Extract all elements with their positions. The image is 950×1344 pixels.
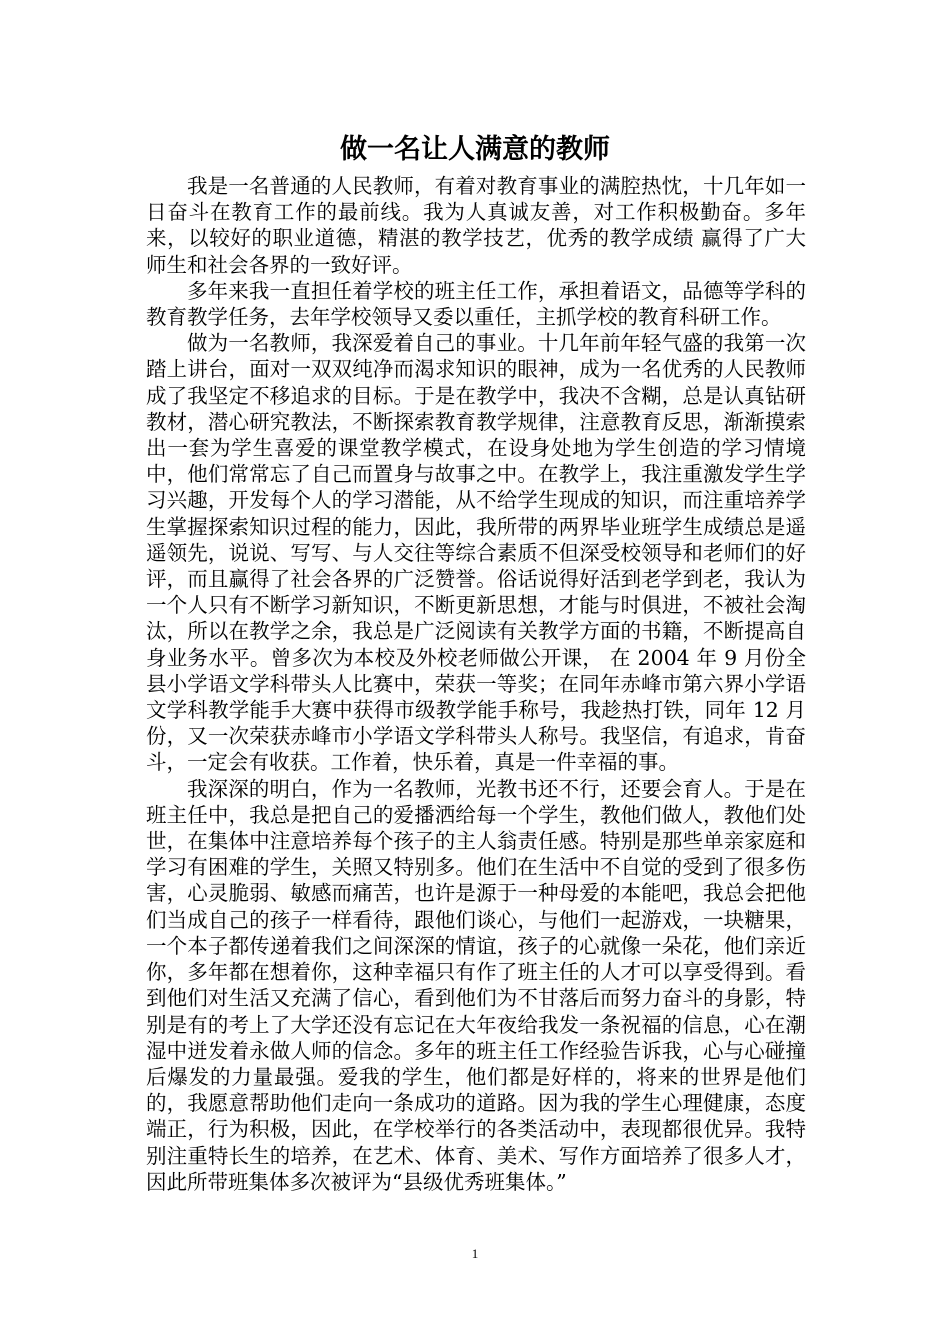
document-title: 做一名让人满意的教师 [340, 134, 610, 165]
paragraph-3: 做为一名教师，我深爱着自己的事业。十几年前年轻气盛的我第一次踏上讲台，面对一双双纯净而渴求知识的眼神，成为一名优秀的人民教师成了我坚定不移追求的目标。于是在教学中，我决不含糊，总是认真钻研教材，潜心研究教法，不断探索教育教学规律，注意教育反思，渐渐摸索出一套为学生喜爱的课堂教学模式，在设身处地为学生创造的学习情境中，他们常常忘了自己而置身与故事之中。在教学上，我注重激发学生学习兴趣，开发每个人的学习潜能，从不给学生现成的知识，而注重培养学生掌握探索知识过程的能力，因此，我所带的两界毕业班学生成绩总是遥遥领先，说说、写写、与人交往等综合素质不但深受校领导和老师们的好评，而且赢得了社会各界的广泛赞誉。俗话说得好活到老学到老，我认为一个人只有不断学习新知识，不断更新思想，才能与时俱进，不被社会淘汰，所以在教学之余，我总是广泛阅读有关教学方面的书籍，不断提高自身业务水平。曾多次为本校及外校老师做公开课， 在 2004 年 9 月份全县小学语文学科带头人比赛中，荣获一等奖；在同年赤峰市第六界小学语文学科教学能手大赛中获得市级教学能手称号，我趁热打铁，同年 12 月份，又一次荣获赤峰市小学语文学科带头人称号。我坚信，有追求，肯奋斗，一定会有收获。工作着，快乐着，真是一件幸福的事。 [146, 331, 806, 775]
paragraph-2: 多年来我一直担任着学校的班主任工作，承担着语文，品德等学科的教育教学任务，去年学校领导又委以重任，主抓学校的教育科研工作。 [146, 278, 806, 330]
page-number: 1 [471, 1246, 479, 1261]
paragraph-1: 我是一名普通的人民教师，有着对教育事业的满腔热忱，十几年如一日奋斗在教育工作的最前线。我为人真诚友善，对工作积极勤奋。多年来，以较好的职业道德，精湛的教学技艺，优秀的教学成绩 赢得了广大师生和社会各界的一致好评。 [146, 174, 806, 277]
document-body [146, 173, 806, 1195]
paragraph-4: 我深深的明白，作为一名教师，光教书还不行，还要会育人。于是在班主任中，我总是把自己的爱播洒给每一个学生，教他们做人，教他们处世，在集体中注意培养每个孩子的主人翁责任感。特别是那些单亲家庭和学习有困难的学生，关照又特别多。他们在生活中不自觉的受到了很多伤害，心灵脆弱、敏感而痛苦，也许是源于一种母爱的本能吧，我总会把他们当成自己的孩子一样看待，跟他们谈心，与他们一起游戏，一块糖果，一个本子都传递着我们之间深深的情谊，孩子的心就像一朵花，他们亲近你，多年都在想着你，这种幸福只有作了班主任的人才可以享受得到。看到他们对生活又充满了信心，看到他们为不甘落后而努力奋斗的身影，特别是有的考上了大学还没有忘记在大年夜给我发一条祝福的信息，心在潮湿中迸发着永做人师的信念。多年的班主任工作经验告诉我，心与心碰撞后爆发的力量最强。爱我的学生，他们都是好样的，将来的世界是他们的，我愿意帮助他们走向一条成功的道路。因为我的学生心理健康，态度端正，行为积极，因此，在学校举行的各类活动中，表现都很优异。我特别注重特长生的培养，在艺术、体育、美术、写作方面培养了很多人才，因此所带班集体多次被评为“县级优秀班集体。” [146, 776, 806, 1194]
